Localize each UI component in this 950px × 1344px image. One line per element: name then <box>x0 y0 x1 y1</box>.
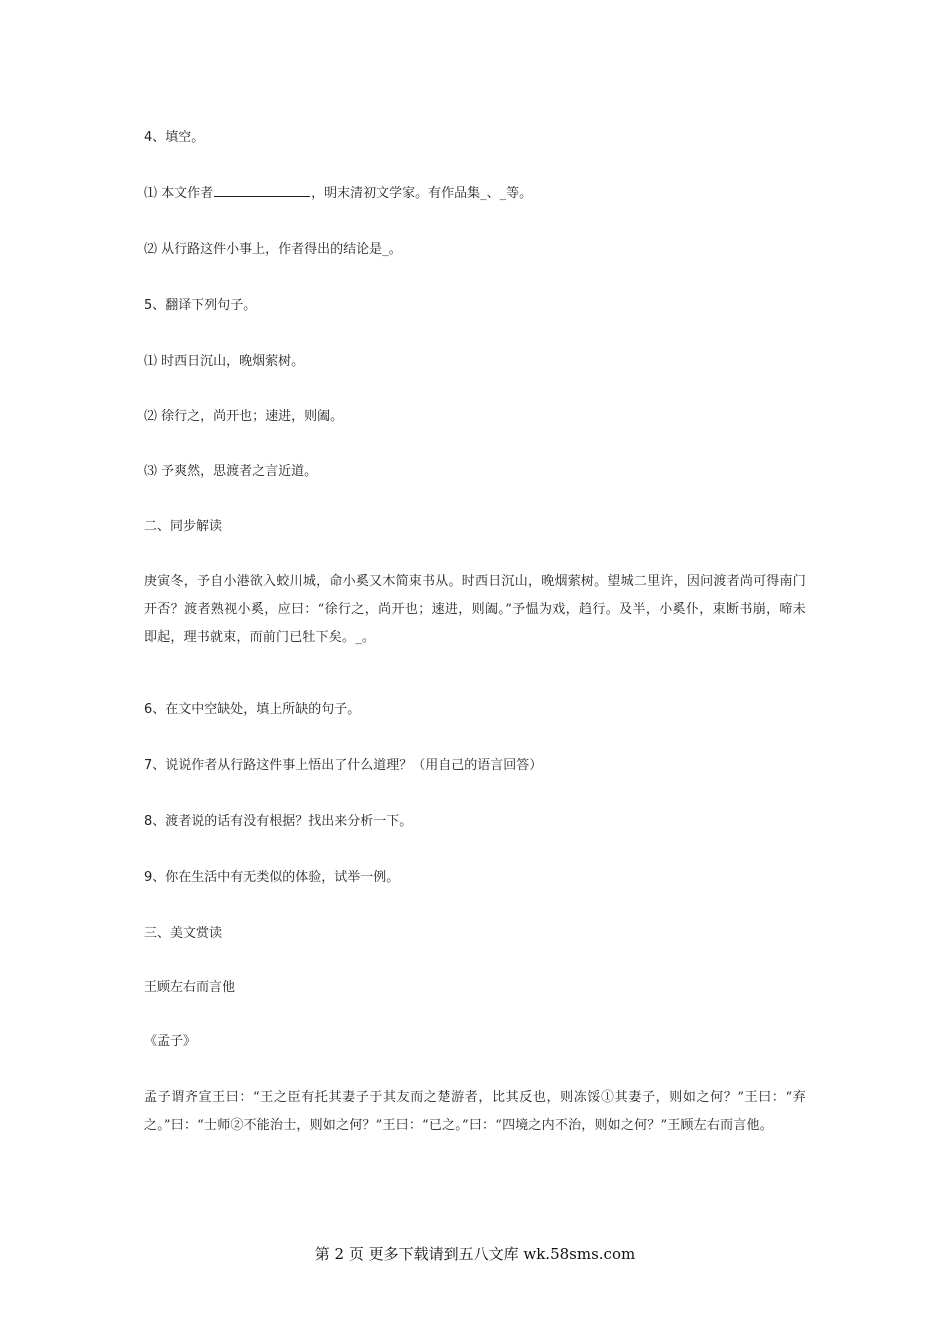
question-4-title: 4、填空。 <box>144 130 205 145</box>
question-4-item-1-prefix: ⑴ 本文作者 <box>144 186 214 201</box>
section-2-heading: 二、同步解读 <box>144 519 223 534</box>
question-6: 6、在文中空缺处，填上所缺的句子。 <box>144 702 361 717</box>
article-title: 王顾左右而言他 <box>144 980 236 995</box>
question-9: 9、你在生活中有无类似的体验，试举一例。 <box>144 870 400 885</box>
question-7: 7、说说作者从行路这件事上悟出了什么道理？（用自己的语言回答） <box>144 758 543 773</box>
question-5-item-2: ⑵ 徐行之，尚开也；速进，则阖。 <box>144 409 344 424</box>
question-5-title: 5、翻译下列句子。 <box>144 298 257 313</box>
article-source: 《孟子》 <box>144 1034 197 1049</box>
section-3-passage: 孟子谓齐宣王曰：“王之臣有托其妻子于其友而之楚游者，比其反也，则冻馁①其妻子，则如之何？”王曰：“弃之。”曰：“士师②不能治士，则如之何？”王曰：“已之。”曰：“四境之内不治，则如之何？”王顾左右而言他。 <box>144 1090 806 1133</box>
question-8: 8、渡者说的话有没有根据？找出来分析一下。 <box>144 814 413 829</box>
question-4-item-2: ⑵ 从行路这件小事上，作者得出的结论是_。 <box>144 242 402 257</box>
question-4-item-1 <box>144 184 532 204</box>
question-5-item-1: ⑴ 时西日沉山，晚烟萦树。 <box>144 354 305 369</box>
page-footer: 第 2 页 更多下载请到五八文库 wk.58sms.com <box>314 1245 636 1263</box>
question-4-item-1-suffix: ，明末清初文学家。有作品集_、_等。 <box>311 186 533 201</box>
section-2-passage: 庚寅冬，予自小港欲入蛟川城，命小奚又木简束书从。时西日沉山，晚烟萦树。望城二里许，因问渡者尚可得南门开否？渡者熟视小奚，应曰：“徐行之，尚开也；速进，则阖。”予愠为戏，趋行。及半，小奚仆，束断书崩，啼未即起，理书就束，而前门已牡下矣。_。 <box>144 574 806 645</box>
question-5-item-3: ⑶ 予爽然，思渡者之言近道。 <box>144 464 318 479</box>
section-3-heading: 三、美文赏读 <box>144 926 223 941</box>
answer-blank <box>214 184 310 197</box>
